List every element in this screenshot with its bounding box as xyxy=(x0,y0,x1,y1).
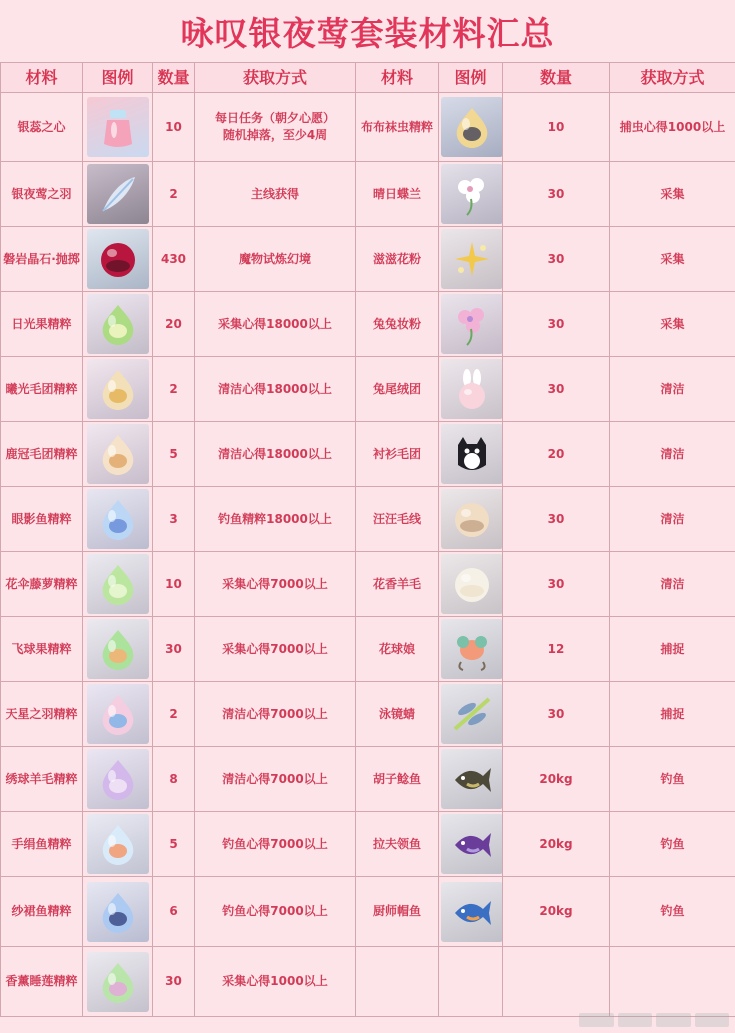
left-source-line: 清洁心得7000以上 xyxy=(222,771,328,786)
left-material-name: 手绢鱼精粹 xyxy=(1,812,83,877)
header-material-right: 材料 xyxy=(356,63,439,93)
left-source-line: 魔物试炼幻境 xyxy=(238,251,311,266)
right-icon-cell xyxy=(439,747,503,812)
left-material-name: 香薰睡莲精粹 xyxy=(1,947,83,1017)
right-quantity: 20 xyxy=(503,422,610,487)
left-icon-cell xyxy=(83,357,153,422)
empty-cell xyxy=(439,947,503,1017)
right-source: 清洁 xyxy=(610,422,735,487)
right-quantity: 20kg xyxy=(503,747,610,812)
right-icon-cell xyxy=(439,357,503,422)
left-source xyxy=(195,422,356,487)
left-source-line: 钓鱼心得7000以上 xyxy=(222,836,328,851)
right-material-name: 汪汪毛线 xyxy=(356,487,439,552)
table-row xyxy=(1,877,735,947)
catfish-icon xyxy=(441,749,503,809)
orange-fruit-essence-icon xyxy=(87,619,149,679)
green-flower-essence-icon xyxy=(87,554,149,614)
right-quantity: 30 xyxy=(503,487,610,552)
left-material-name: 银蕊之心 xyxy=(1,93,83,162)
left-icon-cell xyxy=(83,947,153,1017)
left-source xyxy=(195,617,356,682)
left-quantity: 8 xyxy=(153,747,195,812)
left-icon-cell xyxy=(83,617,153,682)
right-source: 捕捉 xyxy=(610,682,735,747)
left-source xyxy=(195,682,356,747)
beige-fur-icon xyxy=(441,489,503,549)
left-source-line: 主线获得 xyxy=(250,186,299,201)
left-source-line: 清洁心得18000以上 xyxy=(218,381,332,396)
right-quantity: 20kg xyxy=(503,877,610,947)
right-source: 清洁 xyxy=(610,487,735,552)
table-row xyxy=(1,812,735,877)
blue-fish-essence-icon xyxy=(87,489,149,549)
right-quantity: 30 xyxy=(503,292,610,357)
antler-fur-essence-icon xyxy=(87,424,149,484)
right-icon-cell xyxy=(439,422,503,487)
silver-feather-icon xyxy=(87,164,149,224)
left-icon-cell xyxy=(83,552,153,617)
red-crystal-ball-icon xyxy=(87,229,149,289)
gold-fur-essence-icon xyxy=(87,359,149,419)
purple-fish-icon xyxy=(441,814,503,874)
header-qty-right: 数量 xyxy=(503,63,610,93)
page-title: 咏叹银夜莺套装材料汇总 xyxy=(0,0,735,63)
left-quantity: 2 xyxy=(153,357,195,422)
chef-hat-fish-icon xyxy=(441,882,503,942)
black-cat-fur-icon xyxy=(441,424,503,484)
left-material-name: 磐岩晶石·抛掷 xyxy=(1,227,83,292)
left-source-line: 清洁心得7000以上 xyxy=(222,706,328,721)
right-material-name: 泳镜蜻 xyxy=(356,682,439,747)
left-icon-cell xyxy=(83,682,153,747)
left-material-name: 绣球羊毛精粹 xyxy=(1,747,83,812)
left-source xyxy=(195,487,356,552)
left-material-name: 飞球果精粹 xyxy=(1,617,83,682)
header-icon-left: 图例 xyxy=(83,63,153,93)
right-source: 捕虫心得1000以上 xyxy=(610,93,735,162)
table-row xyxy=(1,682,735,747)
left-icon-cell xyxy=(83,292,153,357)
right-quantity: 30 xyxy=(503,227,610,292)
table-row xyxy=(1,747,735,812)
right-source: 钓鱼 xyxy=(610,812,735,877)
table-row xyxy=(1,162,735,227)
right-material-name: 花香羊毛 xyxy=(356,552,439,617)
left-quantity: 5 xyxy=(153,812,195,877)
left-material-name: 眼影鱼精粹 xyxy=(1,487,83,552)
watermark xyxy=(579,1013,729,1027)
right-icon-cell xyxy=(439,487,503,552)
left-source xyxy=(195,292,356,357)
left-source xyxy=(195,877,356,947)
left-material-name: 花伞藤萝精粹 xyxy=(1,552,83,617)
left-quantity: 2 xyxy=(153,682,195,747)
left-material-name: 天星之羽精粹 xyxy=(1,682,83,747)
left-quantity: 10 xyxy=(153,552,195,617)
right-quantity: 12 xyxy=(503,617,610,682)
header-source-right: 获取方式 xyxy=(610,63,735,93)
right-icon-cell xyxy=(439,877,503,947)
dark-fish-essence-icon xyxy=(87,882,149,942)
left-quantity: 6 xyxy=(153,877,195,947)
empty-cell xyxy=(610,947,735,1017)
left-source-line: 钓鱼心得7000以上 xyxy=(222,904,328,918)
empty-cell xyxy=(503,947,610,1017)
header-qty-left: 数量 xyxy=(153,63,195,93)
left-icon-cell xyxy=(83,422,153,487)
right-material-name: 布布袜虫精粹 xyxy=(356,93,439,162)
left-quantity: 30 xyxy=(153,947,195,1017)
table-row xyxy=(1,487,735,552)
table-row xyxy=(1,93,735,162)
purple-wool-essence-icon xyxy=(87,749,149,809)
right-source: 钓鱼 xyxy=(610,877,735,947)
left-quantity: 2 xyxy=(153,162,195,227)
right-icon-cell xyxy=(439,682,503,747)
right-source: 清洁 xyxy=(610,357,735,422)
table-row xyxy=(1,617,735,682)
left-icon-cell xyxy=(83,812,153,877)
right-icon-cell xyxy=(439,162,503,227)
left-quantity: 3 xyxy=(153,487,195,552)
bug-essence-icon xyxy=(441,97,503,157)
right-material-name: 花球娘 xyxy=(356,617,439,682)
left-source-line: 采集心得18000以上 xyxy=(218,316,332,331)
left-quantity: 10 xyxy=(153,93,195,162)
left-material-name: 曦光毛团精粹 xyxy=(1,357,83,422)
right-material-name: 兔尾绒团 xyxy=(356,357,439,422)
left-material-name: 日光果精粹 xyxy=(1,292,83,357)
right-icon-cell xyxy=(439,227,503,292)
left-source xyxy=(195,357,356,422)
golden-pollen-icon xyxy=(441,229,503,289)
table-header-row xyxy=(1,63,735,93)
left-material-name: 鹿冠毛团精粹 xyxy=(1,422,83,487)
right-quantity: 30 xyxy=(503,162,610,227)
pink-bottle-icon xyxy=(87,97,149,157)
white-orchid-icon xyxy=(441,164,503,224)
right-quantity: 30 xyxy=(503,357,610,422)
right-icon-cell xyxy=(439,617,503,682)
flower-bug-icon xyxy=(441,619,503,679)
right-source: 采集 xyxy=(610,292,735,357)
right-source: 清洁 xyxy=(610,552,735,617)
right-material-name: 衬衫毛团 xyxy=(356,422,439,487)
left-icon-cell xyxy=(83,162,153,227)
bunny-tail-icon xyxy=(441,359,503,419)
dragonfly-icon xyxy=(441,684,503,744)
left-source-line: 采集心得7000以上 xyxy=(222,576,328,591)
right-icon-cell xyxy=(439,812,503,877)
right-icon-cell xyxy=(439,552,503,617)
left-icon-cell xyxy=(83,487,153,552)
right-quantity: 30 xyxy=(503,552,610,617)
green-fruit-essence-icon xyxy=(87,294,149,354)
right-quantity: 30 xyxy=(503,682,610,747)
right-material-name: 拉夫领鱼 xyxy=(356,812,439,877)
left-icon-cell xyxy=(83,227,153,292)
header-source-left: 获取方式 xyxy=(195,63,356,93)
left-source-line: 清洁心得18000以上 xyxy=(218,446,332,461)
right-source: 钓鱼 xyxy=(610,747,735,812)
header-material-left: 材料 xyxy=(1,63,83,93)
header-icon-right: 图例 xyxy=(439,63,503,93)
table-row xyxy=(1,292,735,357)
table-row xyxy=(1,422,735,487)
left-source xyxy=(195,947,356,1017)
left-source xyxy=(195,93,356,162)
left-quantity: 5 xyxy=(153,422,195,487)
left-source xyxy=(195,552,356,617)
right-icon-cell xyxy=(439,292,503,357)
materials-table xyxy=(0,62,735,1017)
right-material-name: 兔兔妆粉 xyxy=(356,292,439,357)
blue-feather-essence-icon xyxy=(87,684,149,744)
left-material-name: 银夜莺之羽 xyxy=(1,162,83,227)
right-icon-cell xyxy=(439,93,503,162)
left-source-line: 采集心得1000以上 xyxy=(222,974,328,988)
left-source xyxy=(195,227,356,292)
left-source-line: 采集心得7000以上 xyxy=(222,641,328,656)
left-icon-cell xyxy=(83,93,153,162)
left-source-line: 随机掉落，至少4周 xyxy=(222,128,328,142)
left-icon-cell xyxy=(83,877,153,947)
right-material-name: 厨师帽鱼 xyxy=(356,877,439,947)
left-source xyxy=(195,162,356,227)
table-row xyxy=(1,552,735,617)
lotus-essence-icon xyxy=(87,952,149,1012)
left-source-line: 每日任务（朝夕心愿） xyxy=(214,111,335,125)
left-source xyxy=(195,812,356,877)
right-material-name: 晴日蝶兰 xyxy=(356,162,439,227)
right-source: 采集 xyxy=(610,162,735,227)
pink-powder-flower-icon xyxy=(441,294,503,354)
right-source: 采集 xyxy=(610,227,735,292)
table-row xyxy=(1,227,735,292)
left-source xyxy=(195,747,356,812)
left-quantity: 30 xyxy=(153,617,195,682)
left-quantity: 20 xyxy=(153,292,195,357)
left-material-name: 纱裙鱼精粹 xyxy=(1,877,83,947)
white-wool-icon xyxy=(441,554,503,614)
right-quantity: 10 xyxy=(503,93,610,162)
table-row xyxy=(1,357,735,422)
left-icon-cell xyxy=(83,747,153,812)
table-row xyxy=(1,947,735,1017)
goldfish-essence-icon xyxy=(87,814,149,874)
right-material-name: 滋滋花粉 xyxy=(356,227,439,292)
empty-cell xyxy=(356,947,439,1017)
left-quantity: 430 xyxy=(153,227,195,292)
right-source: 捕捉 xyxy=(610,617,735,682)
left-source-line: 钓鱼精粹18000以上 xyxy=(218,511,332,526)
right-material-name: 胡子鲶鱼 xyxy=(356,747,439,812)
right-quantity: 20kg xyxy=(503,812,610,877)
